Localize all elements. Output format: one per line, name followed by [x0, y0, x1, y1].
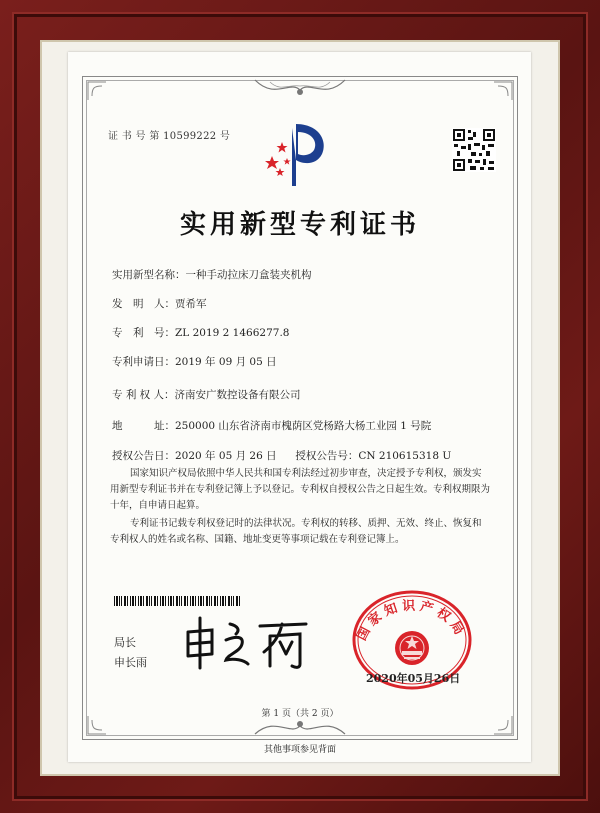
field-value: 一种手动拉床刀盒装夹机构 — [185, 269, 312, 281]
field-label: 专利申请日： — [112, 356, 175, 368]
field-label: 授权公告号： — [295, 450, 359, 462]
field-label: 地 址： — [112, 420, 175, 432]
certificate-number: 证 书 号 第 10599222 号 — [108, 131, 231, 142]
field-utility-model-name — [112, 267, 312, 282]
field-patentee — [112, 387, 301, 402]
field-patent-number — [112, 325, 289, 340]
field-value: 贾希军 — [175, 298, 207, 310]
patent-office-logo-icon — [262, 120, 336, 190]
field-value: 济南安广数控设备有限公司 — [174, 389, 301, 401]
field-address — [112, 418, 431, 433]
field-value: 2020 年 05 月 26 日 — [175, 450, 277, 462]
certificate-title: 实用新型专利证书 — [179, 210, 420, 240]
field-label: 发 明 人： — [112, 298, 175, 310]
field-announcement — [112, 448, 451, 463]
field-application-date — [112, 354, 277, 369]
seal-text: 国家知识产权局 — [354, 598, 469, 644]
qr-code-icon — [452, 128, 496, 172]
field-label: 授权公告日： — [112, 450, 175, 462]
field-label: 实用新型名称： — [112, 269, 186, 281]
field-label: 专 利 号： — [112, 327, 175, 339]
corner-ornament-icon — [492, 80, 514, 102]
field-label: 专 利 权 人： — [112, 389, 175, 401]
corner-ornament-icon — [86, 80, 108, 102]
field-value: 250000 山东省济南市槐荫区党杨路大杨工业园 1 号院 — [175, 420, 432, 432]
certificate-paragraph-2: 专利证书记载专利权登记时的法律状况。专利权的转移、质押、无效、终止、恢复和专利权人的姓名或名称、国籍、地址变更等事项记载在专利登记簿上。 — [110, 518, 482, 545]
bottom-note: 其他事项参见背面 — [263, 745, 336, 755]
top-ornament-icon — [250, 76, 350, 102]
barcode-icon — [114, 596, 240, 606]
page-number: 第 1 页（共 2 页） — [261, 709, 339, 719]
field-value: 2019 年 09 月 05 日 — [175, 356, 277, 368]
signature-icon — [182, 614, 310, 674]
field-inventor — [112, 296, 207, 311]
seal-date: 2020年05月26日 — [366, 672, 461, 685]
director-title: 局长 — [114, 636, 136, 649]
field-value: CN 210615318 U — [358, 450, 452, 462]
certificate-paragraph-1: 国家知识产权局依照中华人民共和国专利法经过初步审查，决定授予专利权，颁发实用新型专利证书并在专利登记簿上予以登记。专利权自授权公告之日起生效。专利权期限为十年，自申请日起算。 — [110, 468, 491, 511]
field-value: ZL 2019 2 1466277.8 — [175, 327, 290, 339]
director-name: 申长雨 — [114, 656, 147, 669]
